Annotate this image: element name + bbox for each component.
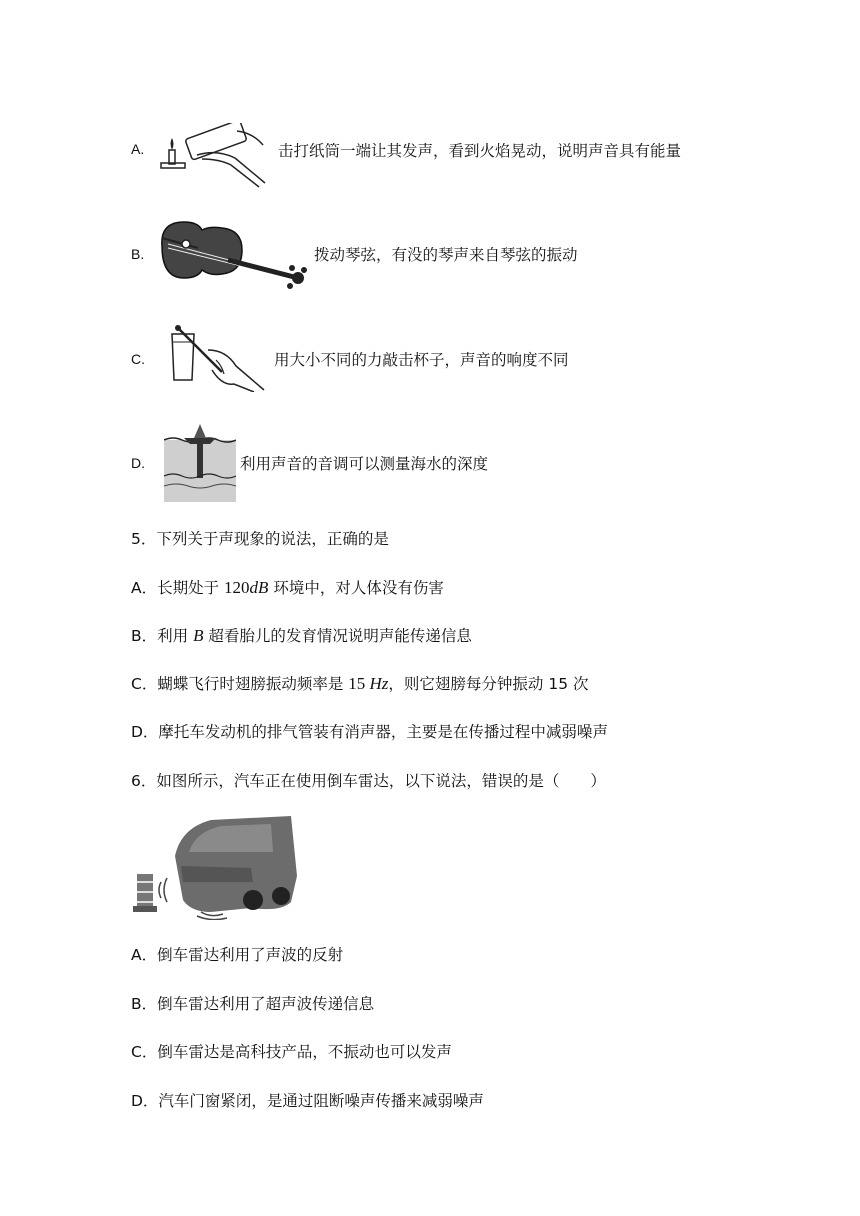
q6-option-b: B．倒车雷达利用了超声波传递信息 [131,995,375,1013]
q6-stem: 6．如图所示，汽车正在使用倒车雷达，以下说法，错误的是（ ） [131,772,606,790]
q4-option-d-text: 利用声音的音调可以测量海水的深度 [240,455,489,473]
q4-option-d-label: D. [131,455,145,471]
q6-option-d: D．汽车门窗紧闭，是通过阻断噪声传播来减弱噪声 [131,1092,484,1110]
q6-option-a: A．倒车雷达利用了声波的反射 [131,946,344,964]
q6-option-c: C．倒车雷达是高科技产品，不振动也可以发声 [131,1043,452,1061]
q5-option-a-unit: dB [249,578,269,597]
reversing-car-figure [131,816,297,920]
q5-option-a-post: 环境中，对人体没有伤害 [268,579,444,597]
paper-tube-candle-figure [157,123,269,189]
q4-option-a-text: 击打纸筒一端让其发声，看到火焰晃动，说明声音具有能量 [278,142,682,160]
q4-option-a-label: A. [131,141,145,157]
q4-option-c-label: C. [131,351,145,367]
q5-option-c-num: 15 [348,674,370,693]
q5-option-c-post: ，则它翅膀每分钟振动 15 次 [388,675,589,693]
q5-option-c-unit: Hz [369,674,389,693]
q5-option-b-post: 超看胎儿的发育情况说明声能传递信息 [203,627,472,645]
q5-option-a-num: 120 [224,578,250,597]
q5-option-b [131,625,472,647]
q4-option-b-label: B. [131,246,145,262]
q4-option-c-text: 用大小不同的力敲击杯子，声音的响度不同 [274,351,569,369]
q5-option-c-pre: C．蝴蝶飞行时翅膀振动频率是 [131,675,349,693]
q5-option-c [131,673,589,695]
q5-option-b-var: B [193,626,204,645]
sonar-ship-figure [164,420,236,502]
violin-figure [158,216,310,292]
glass-hit-figure [168,320,268,392]
q5-option-d: D．摩托车发动机的排气管装有消声器，主要是在传播过程中减弱噪声 [131,723,608,741]
q4-option-b-text: 拨动琴弦，有没的琴声来自琴弦的振动 [314,246,578,264]
q5-stem: 5．下列关于声现象的说法，正确的是 [131,530,389,548]
q5-option-a-pre: A．长期处于 [131,579,225,597]
q5-option-a [131,577,444,599]
q5-option-b-pre: B．利用 [131,627,194,645]
